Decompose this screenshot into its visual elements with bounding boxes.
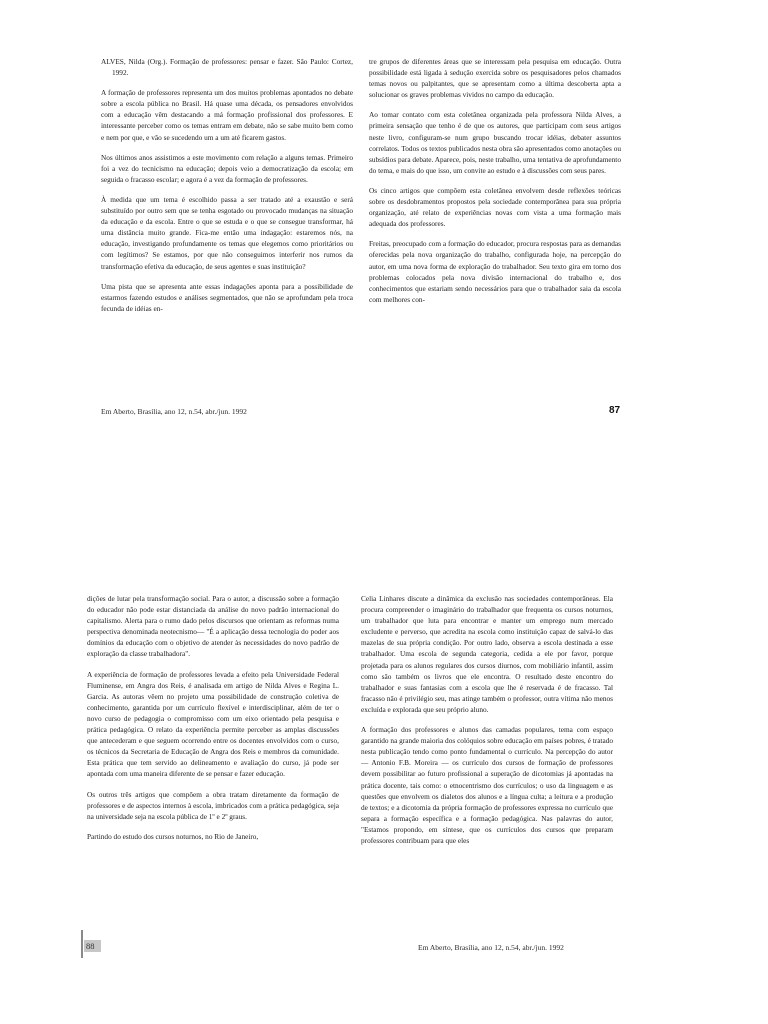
paragraph: A formação de professores representa um dos muitos problemas apontados no debate sobre a escola pública no Brasil. Há quase uma década, os pensadores envolvidos com a educação vêm destacando a má formação profissional dos professores. E interessante perceber como os temas entram em debate, não se sabe muito bem como e nem por que, e vão se sucedendo um a um até ficarem gastos.	[101, 88, 353, 142]
paragraph: Celia Linhares discute a dinâmica da exclusão nas sociedades contemporâneas. Ela procura compreender o imaginário do trabalhador que frequenta os cursos noturnos, um trabalhador que luta para encontrar e manter um emprego num mercado excludente e perverso, que acredita na escola como instituição capaz de salvá-lo das mazelas de sua própria condição. Por outro lado, observa a escola destinada a esse trabalhador. Uma escola de segunda categoria, cedida a ele por favor, porque projetada para os alunos regulares dos cursos diurnos, com mobiliário infantil, assim como são também os livros que ele encontra. O resultado deste encontro do trabalhador e suas fantasias com a escola que lhe é reservada é de fracasso. Tal fracasso não é privilégio seu, mas atinge também o professor, outra vítima não menos excluída e explorada que seu próprio aluno.	[361, 594, 613, 714]
paragraph: À medida que um tema é escolhido passa a ser tratado até a exaustão e será substituído por outro sem que se tenha esgotado ou provocado mudanças na situação da educação e da escola. Entre o que se estuda e o que se consegue transformar, há uma distância muito grande. Fica-me então uma indagação: estaremos nós, na educação, investigando profundamente os temas que elegemos como prioritários ou com legítimos? Se estamos, por que não conseguimos interferir nos rumos da transformação efetiva da educação, de seus agentes e suas instituição?	[101, 194, 353, 271]
page-88-footer: Em Aberto, Brasília, ano 12, n.54, abr./jun. 1992	[418, 943, 564, 952]
paragraph: Ao tomar contato com esta coletânea organizada pela professora Nilda Alves, a primeira sensação que tenho é de que os autores, que participam com seus artigos neste livro, configuram-se num grupo buscando trocar idéias, debater assuntos correlatos. Todos os textos publicados nesta obra são apresentados como anotações ou subsídios para debate. Aparece, pois, neste trabalho, uma tentativa de aprofundamento do tema, e mais do que isso, um convite ao estudo e à discussões com seus pares.	[369, 110, 621, 175]
paragraph: Uma pista que se apresenta ante essas indagações aponta para a possibilidade de estarmos fazendo estudos e análises segmentados, que não se aprofundam pela troca fecunda de idéias en-	[101, 281, 353, 313]
book-reference: ALVES, Nilda (Org.). Formação de professores: pensar e fazer. São Paulo: Cortez, 1992.	[101, 57, 353, 78]
page-87-footer: Em Aberto, Brasília, ano 12, n.54, abr./jun. 1992	[101, 407, 247, 416]
paragraph: Partindo do estudo dos cursos noturnos, no Rio de Janeiro,	[87, 831, 259, 841]
page-88-right-column	[361, 593, 613, 855]
paragraph: Freitas, preocupado com a formação do educador, procura respostas para as demandas oferecidas pela nova organização do trabalho, configurada hoje, na percepção do autor, em uma nova forma de exploração do trabalhador. Seu texto gira em torno dos problemas colocados pela nova divisão internacional do trabalho e, dos conhecimentos que estariam sendo necessários para que o trabalhador saia da escola com melhores con-	[369, 239, 621, 304]
paragraph: Os cinco artigos que compõem esta coletânea envolvem desde reflexões teóricas sobre os desdobramentos propostos pela sociedade contemporânea para sua própria organização, até relato de experiências novas com vista a uma formação mais adequada dos professores.	[369, 185, 621, 229]
paragraph: tre grupos de diferentes áreas que se interessam pela pesquisa em educação. Outra possibilidade está ligada à sedução exercida sobre os pesquisadores pelos chamados temas novos ou palpitantes, que se apresentam como a última descoberta apta a solucionar os graves problemas vividos no campo da educação.	[369, 57, 621, 100]
paragraph: dições de lutar pela transformação social. Para o autor, a discussão sobre a formação do educador não pode estar distanciada da análise do novo padrão internacional do capitalismo. Alerta para o rumo dado pelos discursos que orientam as reformas numa perspectiva denominada neotecnismo— "É a aplicação dessa tecnologia do poder aos domínios da educação com o objetivo de atender às necessidades do novo padrão de exploração da classe trabalhadora".	[87, 594, 339, 659]
paragraph: Nos últimos anos assistimos a este movimento com relação a alguns temas. Primeiro foi a vez do tecnicismo na educação; depois veio a democratização da escola; em seguida o fracasso escolar; e agora é a vez da formação de professores.	[101, 152, 353, 184]
page-88-number: 88	[86, 941, 95, 951]
page-87-number: 87	[609, 405, 621, 416]
paragraph: Os outros três artigos que compõem a obra tratam diretamente da formação de professores e de aspectos internos à escola, imbricados com a prática pedagógica, seja na universidade seja na escola pública de 1º e 2º graus.	[87, 789, 339, 821]
page-88-left-column	[87, 593, 339, 851]
paragraph: A formação dos professores e alunos das camadas populares, tema com espaço garantido na grande maioria dos colóquios sobre educação em países pobres, é tratado nesta publicação tendo como ponto fundamental o currículo. Na percepção do autor — Antonio F.B. Moreira — os currículo dos cursos de formação de professores devem possibilitar ao futuro profissional a superação de dicotomias já apontadas na prática docente, tais como: o etnocentrismo dos currículos; o uso da linguagem e as questões que envolvem os dialetos dos alunos e a língua culta; a leitura e a produção de textos; e a dicotomia da própria formação de professores expressa no currículo que separa a formação específica e a formação pedagógica. Nas palavras do autor, "Estamos propondo, em síntese, que os currículos dos cursos que preparam professores contribuam para que eles	[361, 725, 613, 845]
page-87-left-column	[101, 56, 353, 323]
margin-rule	[81, 930, 83, 958]
paragraph: A experiência de formação de professores levada a efeito pela Universidade Federal Fluminense, em Angra dos Reis, é analisada em artigo de Nilda Alves e Regina L. Garcia. As autoras vêem no projeto uma possibilidade de construção coletiva de conhecimento, garantida por um currículo flexível e interdisciplinar, além de ter o novo curso de pedagogia o compromisso com um eixo orientado pela pesquisa e prática pedagógica. O relato da experiência permite perceber as amplas discussões que antecederam e que seguem ocorrendo entre os docentes envolvidos com o curso, os técnicos da Secretaria de Educação de Angra dos Reis e membros da comunidade. Esta prática que tem servido ao delineamento e avaliação do curso, já pode ser apontada com uma maneira diferente de se pensar e fazer educação.	[87, 669, 339, 779]
page-87-right-column	[369, 56, 621, 314]
